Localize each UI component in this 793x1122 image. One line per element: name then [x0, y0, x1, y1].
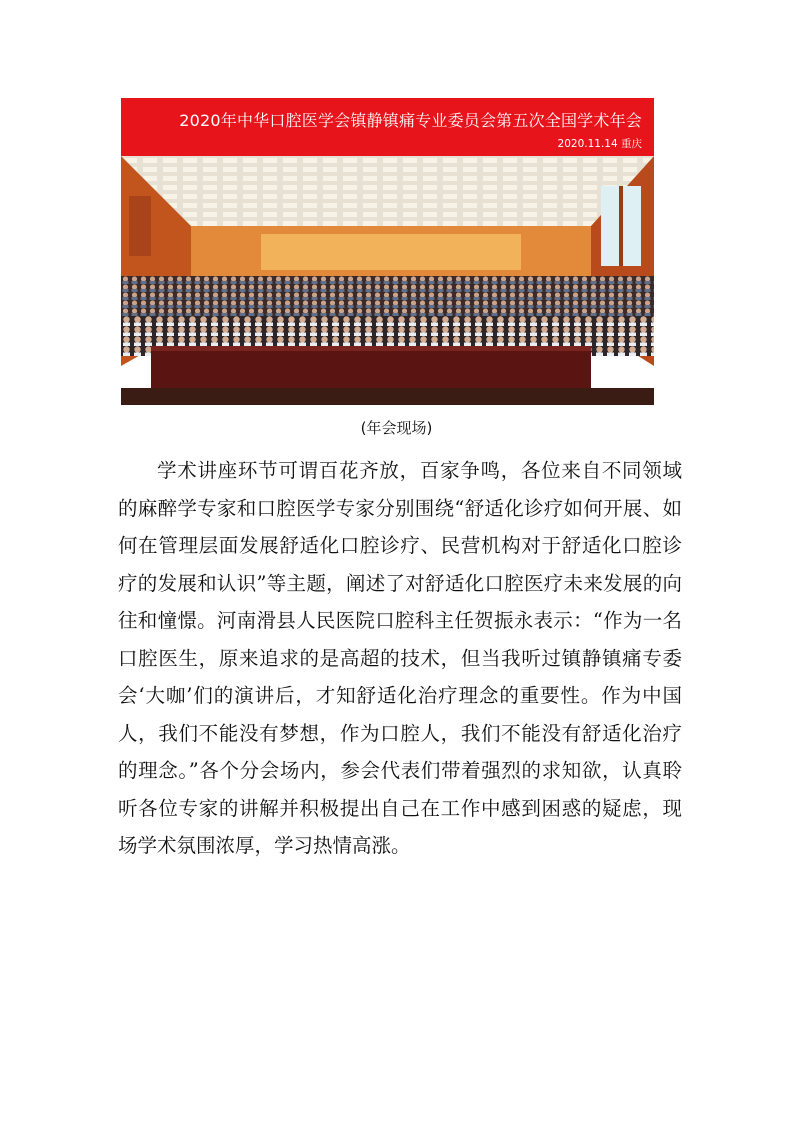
article-paragraph: 学术讲座环节可谓百花齐放，百家争鸣，各位来自不同领域的麻醉学专家和口腔医学专家分别围绕“舒适化诊疗如何开展、如何在管理层面发展舒适化口腔诊疗、民营机构对于舒适化口腔诊疗的发展和认识”等主题，阐述了对舒适化口腔医疗未来发展的向往和憧憬。河南滑县人民医院口腔科主任贺振永表示：“作为一名口腔医生，原来追求的是高超的技术，但当我听过镇静镇痛专委会‘大咖’们的演讲后，才知舒适化治疗理念的重要性。作为中国人，我们不能没有梦想，作为口腔人，我们不能没有舒适化治疗的理念。”各个分会场内，参会代表们带着强烈的求知欲，认真聆听各位专家的讲解并积极提出自己在工作中感到困惑的疑虑，现场学术氛围浓厚，学习热情高涨。	[118, 459, 682, 857]
conference-hall-photo	[121, 156, 654, 405]
conference-photo-figure	[121, 98, 654, 405]
photo-banner	[121, 98, 654, 156]
banner-title: 2020年中华口腔医学会镇静镇痛专业委员会第五次全国学术年会	[179, 111, 642, 130]
banner-subtitle: 2020.11.14 重庆	[557, 138, 642, 150]
photo-caption: (年会现场)	[360, 419, 433, 437]
